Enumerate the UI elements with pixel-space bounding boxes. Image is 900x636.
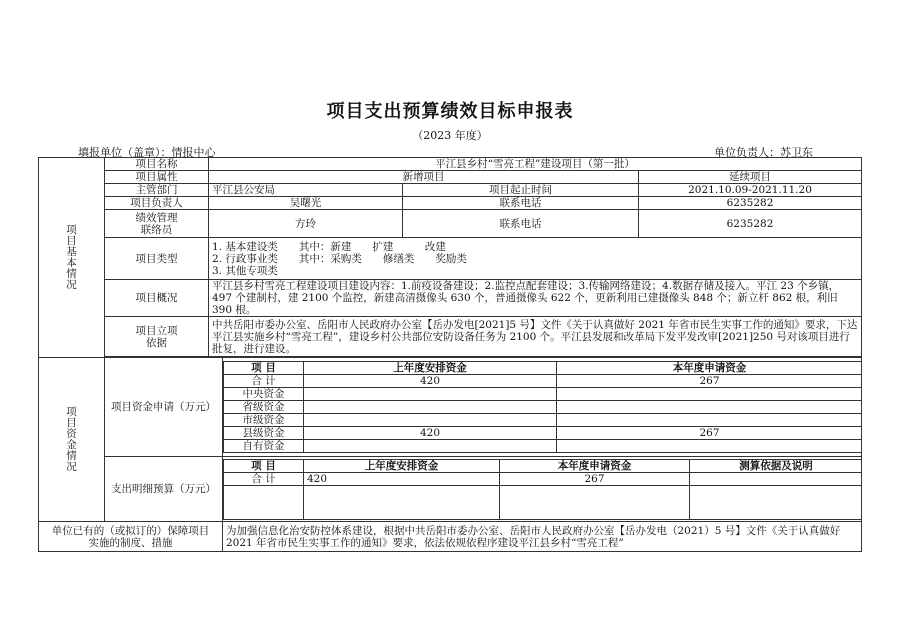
basis-label-line1: 项目立项 — [135, 324, 178, 337]
section-basic-label: 项目基本情况 — [66, 223, 77, 291]
project-name-label: 项目名称 — [105, 158, 209, 171]
apply-row-last — [304, 440, 557, 453]
apply-row-this — [557, 401, 862, 414]
form-title: 项目支出预算绩效目标申报表 — [326, 101, 574, 122]
type-line-1: 1. 基本建设类 其中：新建 扩建 改建 — [212, 240, 446, 253]
detail-row-last: 420 — [304, 472, 500, 485]
section-funds — [39, 358, 105, 522]
table-row — [224, 485, 862, 519]
form-table — [38, 157, 861, 552]
type-label: 项目类型 — [105, 238, 209, 280]
leader-phone-value: 6235282 — [639, 197, 862, 210]
type-line-2: 2. 行政事业类 其中：采购类 修缮类 奖励类 — [212, 252, 467, 265]
detail-row-last — [304, 485, 500, 519]
funds-detail-table — [223, 459, 862, 520]
basis-label — [105, 317, 209, 357]
detail-row-name — [224, 485, 304, 519]
project-name-value: 平江县乡村“雪亮工程”建设项目（第一批） — [209, 158, 862, 171]
period-label: 项目起止时间 — [403, 184, 639, 197]
section-basic — [39, 158, 105, 358]
table-row — [224, 375, 862, 388]
table-row — [224, 427, 862, 440]
funds-apply-table — [223, 361, 862, 453]
perf-contact-label — [105, 210, 209, 238]
table-row — [224, 388, 862, 401]
detail-row-this: 267 — [500, 472, 690, 485]
guarantee-label — [39, 522, 223, 552]
detail-col-this: 本年度申请资金 — [500, 459, 690, 472]
guarantee-label-line1: 单位已有的（或拟订的）保障项目 — [51, 524, 210, 537]
perf-phone-label: 联系电话 — [403, 210, 639, 238]
type-value — [209, 238, 862, 280]
funds-apply-label: 项目资金申请（万元） — [105, 358, 223, 457]
apply-row-name: 自有资金 — [224, 440, 304, 453]
apply-row-last — [304, 414, 557, 427]
basis-label-line2: 依据 — [146, 336, 167, 349]
funds-detail-table-cell — [223, 457, 862, 522]
apply-row-name: 中央资金 — [224, 388, 304, 401]
apply-col-last: 上年度安排资金 — [304, 362, 557, 375]
perf-label-line1: 绩效管理 — [135, 211, 178, 224]
apply-row-name: 合 计 — [224, 375, 304, 388]
detail-col-item: 项 目 — [224, 459, 304, 472]
leader-value: 吴曙光 — [209, 197, 403, 210]
leader-phone-label: 联系电话 — [403, 197, 639, 210]
apply-row-last: 420 — [304, 427, 557, 440]
apply-row-last — [304, 388, 557, 401]
period-value: 2021.10.09-2021.11.20 — [639, 184, 862, 197]
type-line-3: 3. 其他专项类 — [212, 264, 278, 277]
dept-label: 主管部门 — [105, 184, 209, 197]
fill-unit: 填报单位（盖章）：情报中心 — [78, 146, 216, 159]
overview-value: 平江县乡村雪亮工程建设项目建设内容：1.前疫设备建设；2.监控点配套建设；3.传输网络建设；4.数据存储及接入。平江 23 个乡镇，497 个建制村，建 2100 个监控，新建高清摄像头 630 个，普通摄像头 622 个，更新利用已建摄像头 848 个；新立杆 862 根，利旧 390 根。 — [209, 280, 862, 317]
apply-row-last: 420 — [304, 375, 557, 388]
detail-col-last: 上年度安排资金 — [304, 459, 500, 472]
funds-apply-table-cell — [223, 358, 862, 457]
section-funds-label: 项目资金情况 — [66, 405, 77, 473]
apply-col-this: 本年度申请资金 — [557, 362, 862, 375]
unit-responsible: 单位负责人：苏卫东 — [714, 146, 813, 159]
attr-label: 项目属性 — [105, 171, 209, 184]
detail-row-basis — [690, 485, 862, 519]
apply-row-this: 267 — [557, 427, 862, 440]
dept-value: 平江县公安局 — [209, 184, 403, 197]
overview-label: 项目概况 — [105, 280, 209, 317]
guarantee-label-line2: 实施的制度、措施 — [88, 536, 173, 549]
guarantee-value: 为加强信息化治安防控体系建设，根据中共岳阳市委办公室、岳阳市人民政府办公室【岳办发电（2021）5 号】文件《关于认真做好 2021 年省市民生实事工作的通知》要求，依法依规依程序建设平江县乡村“雪亮工程” — [223, 522, 862, 552]
attr-new: 新增项目 — [209, 171, 639, 184]
basis-value: 中共岳阳市委办公室、岳阳市人民政府办公室【岳办发电[2021]5 号】文件《关于认真做好 2021 年省市民生实事工作的通知》要求，下达平江县实施乡村“雪亮工程”，建设乡村公共部位安防设备任务为 2100 个。平江县发展和改革局下发平发改审[2021]250 号对该项目进行批复，进行建设。 — [209, 317, 862, 357]
table-row — [224, 401, 862, 414]
perf-phone-value: 6235282 — [639, 210, 862, 238]
perf-contact-value: 方玲 — [209, 210, 403, 238]
apply-row-this — [557, 388, 862, 401]
apply-row-this: 267 — [557, 375, 862, 388]
detail-row-this — [500, 485, 690, 519]
table-row — [224, 472, 862, 485]
detail-row-name: 合 计 — [224, 472, 304, 485]
apply-row-name: 省级资金 — [224, 401, 304, 414]
table-row — [224, 414, 862, 427]
apply-row-this — [557, 440, 862, 453]
detail-col-basis: 测算依据及说明 — [690, 459, 862, 472]
attr-continued: 延续项目 — [639, 171, 862, 184]
detail-row-basis — [690, 472, 862, 485]
apply-col-item: 项 目 — [224, 362, 304, 375]
funds-detail-label: 支出明细预算（万元） — [105, 457, 223, 522]
table-row — [224, 440, 862, 453]
apply-row-last — [304, 401, 557, 414]
apply-row-name: 县级资金 — [224, 427, 304, 440]
leader-label: 项目负责人 — [105, 197, 209, 210]
perf-label-line2: 联络员 — [140, 223, 173, 236]
apply-row-this — [557, 414, 862, 427]
apply-row-name: 市级资金 — [224, 414, 304, 427]
form-year: （2023 年度） — [412, 129, 488, 142]
